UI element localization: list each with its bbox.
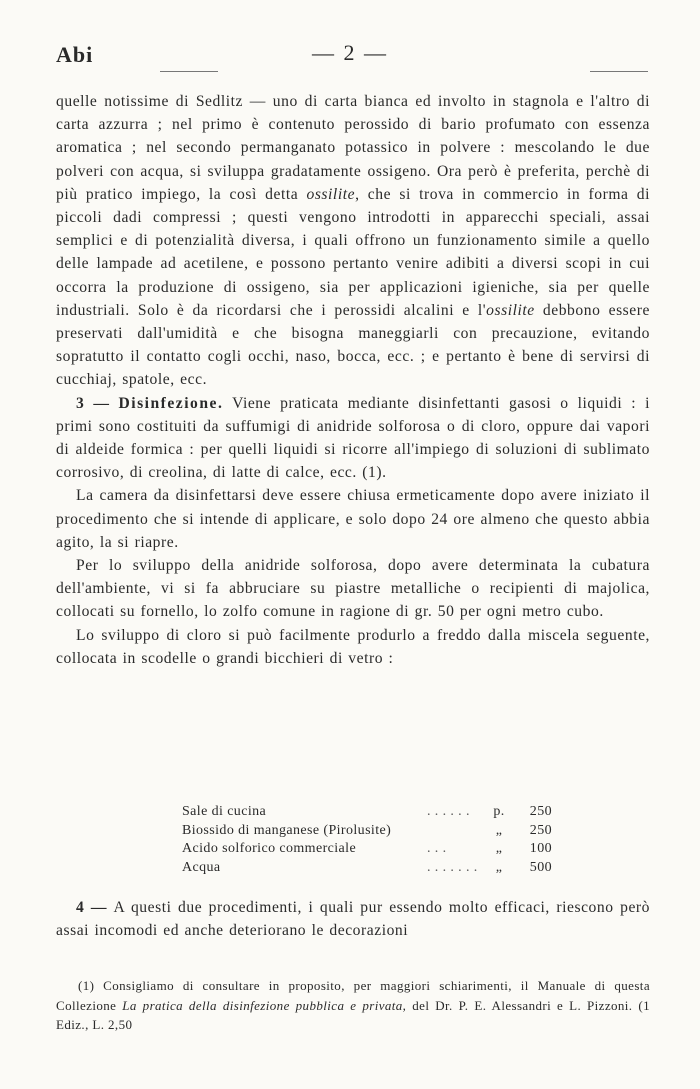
- italic-term: ossilite: [486, 301, 535, 319]
- leader-dots: [423, 822, 486, 841]
- paragraph-ossigeno: [56, 90, 650, 392]
- paragraph-anidride: Per lo sviluppo della anidride solforosa, dopo avere determinata la cubatura dell'ambiente, vi si fa abbruciare su piastre metalliche o recipienti di majolica, collocati su fornello, lo zolfo comune in ragione di gr. 50 per ogni metro cubo.: [56, 557, 650, 621]
- ingredient-quantity: 250: [529, 804, 552, 819]
- ingredient-name: Acido solforico commerciale: [182, 841, 357, 856]
- running-head: Abi: [56, 42, 94, 67]
- closing-text: [56, 896, 650, 942]
- ingredient-unit: „: [495, 822, 503, 838]
- page-header: [0, 38, 700, 72]
- ingredient-name: Sale di cucina: [182, 804, 267, 819]
- ingredient-quantity: 250: [529, 822, 552, 838]
- ingredient-name: Acqua: [182, 859, 221, 875]
- recipe-row: [182, 822, 552, 841]
- ingredient-unit: „: [495, 859, 503, 875]
- text-run: quelle notissime di Sedlitz — uno di carta bianca ed involto in stagnola e l'altro di carta azzurra ; nel primo è contenuto perossido di bario profumato con essenza aromatica ; nel secondo permanganato potassico in polvere : mescolando le due polveri con acqua, si sviluppa gradatamente ossigeno. Ora però è preferita, perchè di più pratico impiego, la così detta: [56, 93, 650, 203]
- main-text: [56, 90, 650, 670]
- footnote: [56, 976, 650, 1035]
- footnote-text: [56, 976, 650, 1035]
- text-run: Viene praticata mediante disinfettanti gasosi o liquidi : i primi sono costituiti da suffumigi di anidride solforosa o di cloro, oppure dai vapori di aldeide formica : per quelli liquidi si ricorre all'impiego di soluzioni di sublimato corrosivo, di creolina, di latte di calce, ecc. (1).: [56, 394, 650, 482]
- leader-dots: . . .: [426, 841, 447, 856]
- text-run: A questi due procedimenti, i quali pur essendo molto efficaci, riescono però assai incomodi ed anche deteriorano le decorazioni: [56, 899, 651, 940]
- leader-dots: . . . . . . .: [426, 859, 478, 875]
- recipe-table: [182, 803, 552, 877]
- book-title: La pratica della disinfezione pubblica e privata,: [122, 997, 407, 1013]
- ingredient-unit: p.: [493, 804, 505, 819]
- header-rule-left: [160, 71, 218, 72]
- paragraph-cloro: Lo sviluppo di cloro si può facilmente produrlo a freddo dalla miscela seguente, collocata in scodelle o grandi bicchieri di vetro :: [56, 626, 650, 667]
- text-run: , che si trova in commercio in forma di piccoli dadi compressi ; questi vengono introdotti in apparecchi speciali, assai semplici e di potenzialità diversa, i quali offrono un funzionamento simile a quello delle lampade ad acetilene, e possono pertanto venire adibiti a diversi scopi in cui occorra la produzione di ossigeno, sia per applicazioni igieniche, sia per quelle industriali. Solo è da ricordarsi che i perossidi alcalini e l': [56, 185, 650, 319]
- text-run: (1) Consigliamo di consultare in proposito, per maggiori schiarimenti, il Manuale di questa Collezione: [56, 978, 650, 1013]
- ingredient-quantity: 500: [529, 859, 552, 875]
- section-title: Disinfezione.: [118, 394, 224, 412]
- recipe-row: [182, 840, 552, 859]
- paragraph-camera: La camera da disinfettarsi deve essere chiusa ermeticamente dopo avere iniziato il procedimento che si intende di applicare, e solo dopo 24 ore almeno che questo abbia agito, la si riapre.: [56, 487, 650, 551]
- paragraph-disinfezione: [56, 392, 650, 485]
- section-number: 4 —: [76, 899, 114, 916]
- leader-dots: . . . . . .: [426, 804, 470, 819]
- text-run: del Dr. P. E. Alessandri e L. Pizzoni. (1 Ediz., L. 2,50: [56, 997, 650, 1032]
- ingredient-unit: „: [495, 841, 503, 856]
- recipe-row: [182, 859, 552, 878]
- paragraph-procedimenti: [56, 896, 650, 942]
- ingredient-quantity: 100: [529, 841, 552, 856]
- text-run: debbono essere preservati dall'umidità e che bisogna maneggiarli con precauzione, evitando sopratutto il contatto cogli occhi, naso, bocca, ecc. ; e pertanto è bene di servirsi di cucchiaj, spatole, ecc.: [56, 301, 650, 389]
- page-number: — 2 —: [312, 40, 388, 65]
- italic-term: ossilite: [306, 185, 356, 203]
- ingredient-name: Biossido di manganese (Pirolusite): [182, 822, 392, 838]
- section-number: 3 —: [76, 394, 119, 412]
- header-rule-right: [590, 71, 648, 72]
- recipe-row: [182, 803, 552, 822]
